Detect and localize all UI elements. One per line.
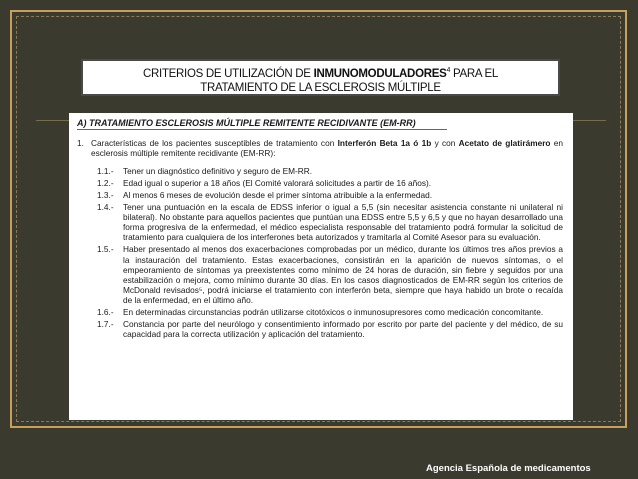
item-text: Tener una puntuación en la escala de EDSS inferior o igual a 5,5 (sin necesitar asistencia constante ni unilateral ni bilateral). No obstante para aquellos pacientes que puntúan una EDSS entre 5,5 y 6,5 y que no hayan desarrollado una forma progresiva de la enfermedad, el médico especialista responsable del tratamiento podrá formular la solicitud de tratamiento para cualquiera de los interferones beta autorizados y tramitarla al Comité Asesor para su evaluación. <box>123 202 563 243</box>
title-bold: INMUNOMODULADORES <box>313 67 447 80</box>
title-superscript: 4 <box>446 67 451 74</box>
criteria-list <box>77 166 563 339</box>
item-text: Tener un diagnóstico definitivo y seguro de EM-RR. <box>123 166 313 177</box>
list-item <box>97 178 563 188</box>
list-item <box>97 244 563 304</box>
document-title-box <box>81 59 560 96</box>
document-page <box>69 113 573 420</box>
title-suffix: PARA EL <box>450 67 498 80</box>
criteria-paragraph <box>77 138 563 158</box>
list-item <box>97 319 563 339</box>
title-line-2: TRATAMIENTO DE LA ESCLEROSIS MÚLTIPLE <box>200 81 441 94</box>
item-number: 1.5.- <box>97 244 114 255</box>
footer-credit: Agencia Española de medicamentos <box>426 463 591 474</box>
list-item <box>97 166 563 176</box>
item-number: 1.7.- <box>97 318 114 329</box>
item-number: 1.1.- <box>97 166 114 177</box>
item-number: 1.3.- <box>97 190 114 201</box>
item-number: 1.6.- <box>97 306 114 317</box>
item-text: Haber presentado al menos dos exacerbaciones comprobadas por un médico, durante los últimos tres años previos a la instauración del tratamiento. Estas exacerbaciones, consistirán en la aparición de nuevos síntomas, o el empeoramiento de síntomas ya preexistentes como mínimo de 24 horas de duración, sin fiebre y seguidos por una estabilización o mejora, como mínimo durante 30 días. En los casos diagnosticados de EM-RR según los criterios de McDonald revisados⁵, podrá iniciarse el tratamiento con interferón beta, siempre que haya habido un brote o recaída de la enfermedad, en el último año. <box>123 244 563 305</box>
item-number: 1.2.- <box>97 178 114 189</box>
item-number: 1.4.- <box>97 202 114 213</box>
item-text: Constancia por parte del neurólogo y consentimiento informado por escrito por parte del paciente y del médico, de su capacidad para la correcta utilización y aplicación del tratamiento. <box>123 318 563 339</box>
paragraph-number: 1. <box>77 138 84 149</box>
item-text: En determinadas circunstancias podrán utilizarse citotóxicos o inmunosupresores como medicación concomitante. <box>123 306 544 317</box>
item-text: Al menos 6 meses de evolución desde el primer síntoma atribuible a la enfermedad. <box>123 190 432 201</box>
title-line-1 <box>83 64 558 81</box>
list-item <box>97 202 563 242</box>
decorative-rule-left <box>36 120 69 121</box>
item-text: Edad igual o superior a 18 años (El Comité valorará solicitudes a partir de 16 años). <box>123 178 432 189</box>
section-title: A) TRATAMIENTO ESCLEROSIS MÚLTIPLE REMITENTE RECIDIVANTE (EM-RR) <box>77 118 447 130</box>
title-prefix: CRITERIOS DE UTILIZACIÓN DE <box>143 67 314 80</box>
list-item <box>97 190 563 200</box>
list-item <box>97 307 563 317</box>
decorative-rule-right <box>573 120 606 121</box>
paragraph-text: Características de los pacientes susceptibles de tratamiento con Interferón Beta 1a ó 1b y con Acetato de glatirámero en esclerosis múltiple remitente recidivante (EM-RR): <box>91 138 563 159</box>
